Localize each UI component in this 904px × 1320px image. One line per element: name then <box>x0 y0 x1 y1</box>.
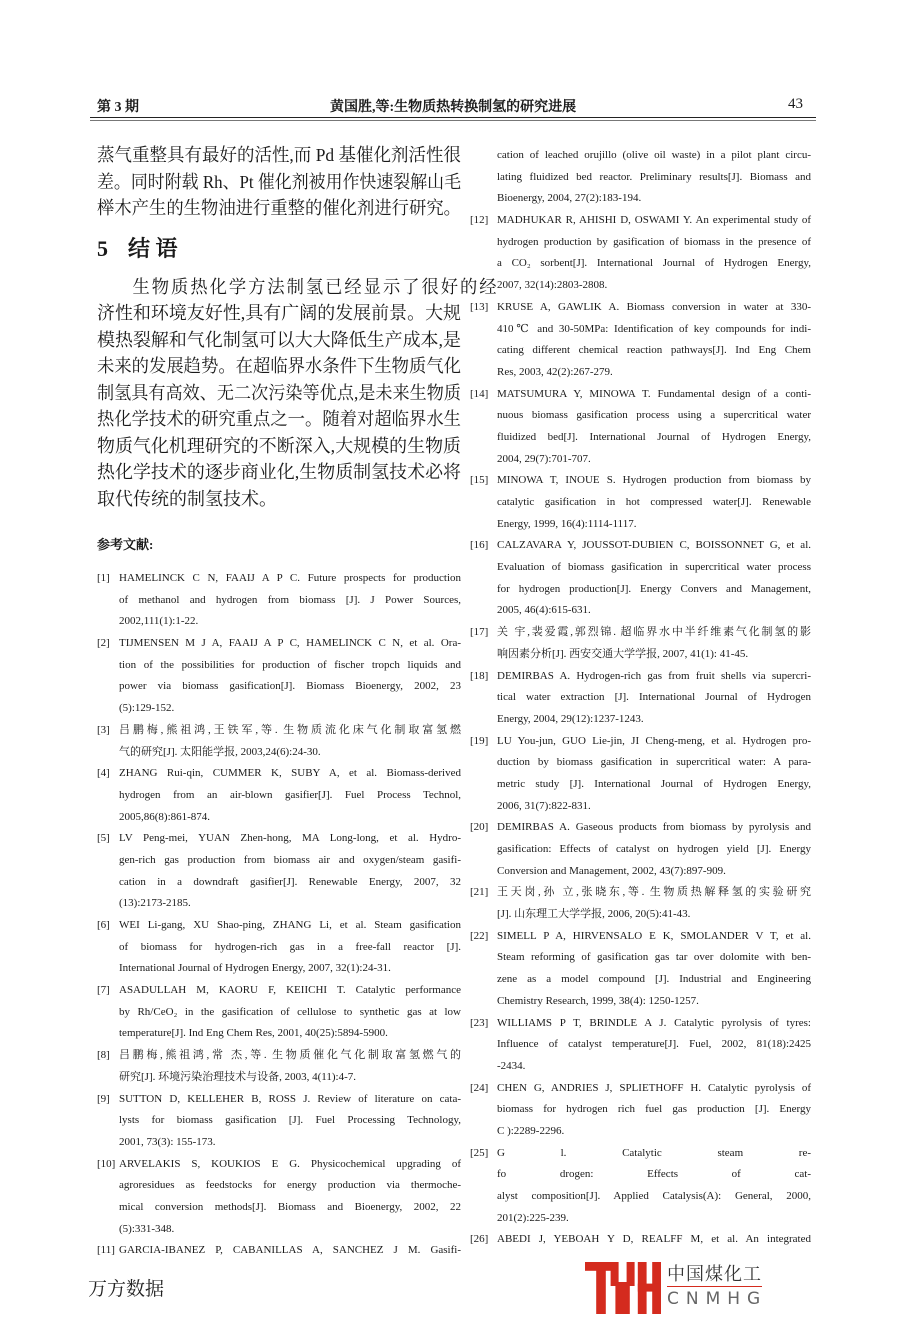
reference-line: cation in a downdraft gasifier[J]. Renewable Energy, 2007, 32 <box>119 875 461 888</box>
reference-item <box>470 622 811 665</box>
reference-label: [26] <box>470 1233 489 1246</box>
reference-line: WEI Li-gang, XU Shao-ping, ZHANG Li, et al. Steam gasification <box>119 919 461 931</box>
reference-line: mical conversion methods[J]. Biomass and Bioenergy, 2002, 22 <box>119 1200 461 1213</box>
right-column <box>470 145 811 1251</box>
reference-label: [6] <box>97 919 110 931</box>
footer-source: 万方数据 <box>88 1278 165 1300</box>
reference-item <box>97 763 461 828</box>
reference-line: International Journal of Hydrogen Energy, 2007, 32(1):24-31. <box>119 962 391 975</box>
reference-label: [3] <box>97 723 110 736</box>
references-heading: 参考文献: <box>97 537 154 552</box>
reference-line: (5):129-152. <box>119 702 175 715</box>
reference-line: of methanol and hydrogen from biomass [J]. J Power Sources, <box>119 593 461 606</box>
reference-line: (5):331-348. <box>119 1222 175 1235</box>
reference-item <box>97 1154 461 1241</box>
reference-line: zene as a model compound [J]. Industrial and Engineering <box>497 973 811 986</box>
reference-item <box>470 470 811 535</box>
reference-item <box>470 882 811 925</box>
reference-label: [25] <box>470 1146 489 1159</box>
reference-label: [5] <box>97 832 110 845</box>
reference-item <box>470 731 811 818</box>
reference-line: 410℃ and 30-50MPa: Identification of key compounds for indi- <box>497 322 811 335</box>
reference-item <box>470 926 811 1013</box>
reference-line: fluidized bed[J]. International Journal of Hydrogen Energy, <box>497 430 811 443</box>
reference-label: [9] <box>97 1092 110 1105</box>
reference-line: ASADULLAH M, KAORU F, KEIICHI T. Catalytic performance <box>119 984 461 997</box>
reference-label: [18] <box>470 669 489 682</box>
reference-line: 2002,111(1):1-22. <box>119 615 199 628</box>
reference-label: [7] <box>97 984 110 997</box>
reference-line: power via biomass gasification[J]. Biomass Bioenergy, 2002, 23 <box>119 680 461 693</box>
reference-line: SUTTON D, KELLEHER B, ROSS J. Review of literature on cata- <box>119 1092 461 1105</box>
reference-line: -2434. <box>497 1059 526 1072</box>
reference-line: 2005,86(8):861-874. <box>119 810 211 823</box>
reference-item <box>97 1089 461 1154</box>
reference-label: [13] <box>470 300 489 313</box>
reference-line: 2005, 46(4):615-631. <box>497 604 591 617</box>
reference-label: [21] <box>470 886 489 899</box>
page-number: 43 <box>788 96 803 112</box>
text-line: 热化学技术的逐步商业化,生物质制氢技术必将 <box>97 462 461 482</box>
reference-item <box>470 145 811 210</box>
reference-line: 关 宇,裴爱霞,郭烈锦. 超临界水中半纤维素气化制氢的影 <box>497 626 811 639</box>
reference-label: [16] <box>470 539 489 552</box>
reference-label: [17] <box>470 626 489 639</box>
header-issue: 第 3 期 <box>97 100 139 115</box>
text-line: 济性和环境友好性,具有广阔的发展前景。大规 <box>97 303 461 323</box>
reference-label: [15] <box>470 474 489 487</box>
reference-line: ZHANG Rui-qin, CUMMER K, SUBY A, et al. Biomass-derived <box>119 767 461 780</box>
reference-item <box>97 980 461 1045</box>
reference-line: 气的研究[J]. 太阳能学报, 2003,24(6):24-30. <box>119 745 321 758</box>
reference-label: [2] <box>97 637 110 650</box>
reference-label: [22] <box>470 929 489 942</box>
reference-item <box>470 1143 811 1230</box>
text-line: 取代传统的制氢技术。 <box>97 488 277 509</box>
header-rule <box>90 117 816 118</box>
reference-label: [1] <box>97 572 110 584</box>
reference-item <box>97 915 461 980</box>
text-line: 模热裂解和气化制氢可以大大降低生产成本,是 <box>97 329 461 350</box>
reference-line: TIJMENSEN M J A, FAAIJ A P C, HAMELINCK C N, et al. Ora- <box>119 637 461 650</box>
reference-item <box>470 535 811 622</box>
reference-line: LV Peng-mei, YUAN Zhen-hong, MA Long-long, et al. Hydro- <box>119 832 461 845</box>
reference-item <box>97 828 461 915</box>
reference-item <box>470 210 811 297</box>
reference-line: gen-rich gas production from biomass air and oxygen/steam gasifi- <box>119 853 461 866</box>
reference-line: lysts for biomass gasification [J]. Fuel Processing Technology, <box>119 1114 461 1127</box>
reference-line: 王天岗,孙 立,张晓东,等. 生物质热解释氢的实验研究 <box>497 886 811 899</box>
text-line: 蒸气重整具有最好的活性,而 Pd 基催化剂活性很 <box>97 145 461 165</box>
reference-line: biomass for hydrogen rich fuel gas production [J]. Energy <box>497 1103 811 1116</box>
section-heading <box>97 234 461 264</box>
reference-line: (13):2173-2185. <box>119 897 191 910</box>
reference-line: LU You-jun, GUO Lie-jin, JI Cheng-meng, et al. Hydrogen pro- <box>497 734 811 747</box>
reference-label: [20] <box>470 821 489 834</box>
reference-line: ABEDI J, YEBOAH Y D, REALFF M, et al. An integrated <box>497 1233 811 1246</box>
reference-item <box>470 1078 811 1143</box>
reference-line: 2007, 32(14):2803-2808. <box>497 279 608 292</box>
reference-label: [11] <box>97 1244 115 1257</box>
section-number: 5 <box>97 235 108 261</box>
reference-line: lating fluidized bed reactor. Preliminary results[J]. Biomass and <box>497 170 811 183</box>
reference-line: 2001, 73(3): 155-173. <box>119 1135 216 1148</box>
reference-line: 吕鹏梅,熊祖鸿,常 杰,等. 生物质催化气化制取富氢燃气的 <box>119 1049 461 1062</box>
reference-line: 研究[J]. 环境污染治理技术与设备, 2003, 4(11):4-7. <box>119 1070 356 1083</box>
reference-line: tical water extraction [J]. International Journal of Hydrogen <box>497 691 811 704</box>
reference-line: HAMELINCK C N, FAAIJ A P C. Future prospects for production <box>119 572 461 584</box>
reference-item <box>470 1013 811 1078</box>
reference-line: 201(2):225-239. <box>497 1211 569 1224</box>
reference-line: hydrogen from an air-blown gasifier[J]. Fuel Process Technol, <box>119 788 461 801</box>
reference-line: Bioenergy, 2004, 27(2):183-194. <box>497 192 642 205</box>
reference-label: [4] <box>97 767 110 780</box>
reference-line: alyst composition[J]. Applied Catalysis(A): General, 2000, <box>497 1190 811 1202</box>
reference-line: ARVELAKIS S, KOUKIOS E G. Physicochemical upgrading of <box>119 1157 461 1170</box>
reference-line: [J]. 山东理工大学学报, 2006, 20(5):41-43. <box>497 908 691 921</box>
reference-label: [19] <box>470 734 489 747</box>
reference-line: Evaluation of biomass gasification in supercritical water process <box>497 561 811 574</box>
section-title: 结 语 <box>128 235 178 261</box>
reference-label: [10] <box>97 1157 116 1170</box>
reference-line: Energy, 1999, 16(4):1114-1117. <box>497 517 637 530</box>
watermark-logo-icon <box>585 1262 661 1314</box>
reference-line: 响因素分析[J]. 西安交通大学学报, 2007, 41(1): 41-45. <box>497 647 749 660</box>
reference-line: WILLIAMS P T, BRINDLE A J. Catalytic pyrolysis of tyres: <box>497 1016 811 1029</box>
reference-line: tion of the possibilities for production of fischer tropch liquids and <box>119 658 461 671</box>
reference-line: cating different chemical reaction pathways[J]. Ind Eng Chem <box>497 344 811 357</box>
text-line: 物质气化机理研究的不断深入,大规模的生物质 <box>97 435 461 456</box>
reference-line: Influence of catalyst temperature[J]. Fuel, 2002, 81(18):2425 <box>497 1038 811 1051</box>
reference-line: SIMELL P A, HIRVENSALO E K, SMOLANDER V T, et al. <box>497 929 811 942</box>
reference-line: Steam reforming of gasification gas tar over dolomite with ben- <box>497 951 811 964</box>
reference-item <box>470 1229 811 1251</box>
reference-line: MADHUKAR R, AHISHI D, OSWAMI Y. An experimental study of <box>497 214 811 227</box>
intro-paragraph <box>97 142 461 222</box>
reference-line: DEMIRBAS A. Hydrogen-rich gas from fruit shells via supercri- <box>497 669 811 682</box>
reference-line: metric study [J]. International Journal of Hydrogen Energy, <box>497 777 811 790</box>
reference-label: [12] <box>470 214 489 227</box>
reference-line: MINOWA T, INOUE S. Hydrogen production from biomass by <box>497 474 811 487</box>
reference-line: 2004, 29(7):701-707. <box>497 452 591 465</box>
reference-item <box>470 297 811 384</box>
text-line: 差。同时附载 Rh、Pt 催化剂被用作快速裂解山毛 <box>97 171 462 192</box>
reference-label: [23] <box>470 1016 489 1029</box>
reference-label: [14] <box>470 387 489 400</box>
reference-line: CHEN G, ANDRIES J, SPLIETHOFF H. Catalytic pyrolysis of <box>497 1081 811 1094</box>
text-line: 生物质热化学方法制氢已经显示了很好的经 <box>132 276 497 297</box>
reference-line: Conversion and Management, 2002, 43(7):897-909. <box>497 864 726 877</box>
reference-line: for hydrogen production[J]. Energy Convers and Management, <box>497 582 811 595</box>
reference-line: KRUSE A, GAWLIK A. Biomass conversion in water at 330- <box>497 300 811 313</box>
text-line: 未来的发展趋势。在超临界水条件下生物质气化 <box>97 356 461 376</box>
reference-item <box>97 568 461 633</box>
reference-line: G l. Catalytic steam re- <box>497 1146 811 1159</box>
reference-line: nuous biomass gasification process using a supercritical water <box>497 409 811 422</box>
references-list-left <box>97 568 461 1262</box>
text-line: 热化学技术的研究重点之一。随着对超临界水生 <box>97 409 461 429</box>
text-line: 制氢具有高效、无二次污染等优点,是未来生物质 <box>97 382 461 403</box>
reference-line: by Rh/CeO₂ in the gasification of cellulose to synthetic gas at low <box>119 1005 461 1018</box>
reference-line: gasification: Effects of catalyst on hydrogen yield [J]. Energy <box>497 843 811 855</box>
reference-line: temperature[J]. Ind Eng Chem Res, 2001, 40(25):5894-5900. <box>119 1027 388 1040</box>
reference-item <box>470 384 811 471</box>
reference-item <box>470 817 811 882</box>
reference-line: cation of leached orujillo (olive oil waste) in a pilot plant circu- <box>497 149 811 161</box>
references-list-right <box>470 145 811 1251</box>
reference-line: duction by biomass gasification in supercritical water: A para- <box>497 756 811 769</box>
reference-item <box>97 720 461 763</box>
reference-line: 2006, 31(7):822-831. <box>497 799 591 812</box>
reference-item <box>97 1045 461 1088</box>
reference-line: fo drogen: Effects of cat- <box>497 1168 811 1181</box>
reference-line: 吕鹏梅,熊祖鸿,王铁军,等. 生物质流化床气化制取富氢燃 <box>119 723 461 736</box>
reference-line: hydrogen production by gasification of biomass in the presence of <box>497 235 811 248</box>
reference-label: [8] <box>97 1049 110 1062</box>
reference-line: MATSUMURA Y, MINOWA T. Fundamental design of a conti- <box>497 387 811 400</box>
text-line: 榉木产生的生物油进行重整的催化剂进行研究。 <box>97 198 461 218</box>
reference-line: CALZAVARA Y, JOUSSOT-DUBIEN C, BOISSONNET G, et al. <box>497 539 811 552</box>
reference-line: DEMIRBAS A. Gaseous products from biomass by pyrolysis and <box>497 821 811 834</box>
header-title: 黄国胜,等:生物质热转换制氢的研究进展 <box>330 100 577 115</box>
reference-line: a CO₂ sorbent[J]. International Journal of Hydrogen Energy, <box>497 257 811 270</box>
reference-line: GARCIA-IBANEZ P, CABANILLAS A, SANCHEZ J M. Gasifi- <box>119 1244 461 1257</box>
header-rule-thin <box>90 120 816 121</box>
reference-line: Energy, 2004, 29(12):1237-1243. <box>497 712 644 725</box>
reference-line: C ):2289-2296. <box>497 1124 565 1137</box>
reference-line: Res, 2003, 42(2):267-279. <box>497 365 613 378</box>
reference-label: [24] <box>470 1081 489 1094</box>
reference-line: Chemistry Research, 1999, 38(4): 1250-1257. <box>497 994 699 1007</box>
reference-line: agroresidues as feedstocks for energy production via thermoche- <box>119 1179 461 1192</box>
watermark <box>585 1262 810 1314</box>
reference-item <box>97 1240 461 1262</box>
watermark-name-en: CNMHG <box>667 1289 768 1309</box>
reference-item <box>470 666 811 731</box>
reference-line: of biomass for hydrogen-rich gas in a free-fall reactor [J]. <box>119 940 461 953</box>
watermark-name-zh: 中国煤化工 <box>667 1260 762 1287</box>
reference-item <box>97 633 461 720</box>
reference-line: catalytic gasification in hot compressed water[J]. Renewable <box>497 496 811 508</box>
